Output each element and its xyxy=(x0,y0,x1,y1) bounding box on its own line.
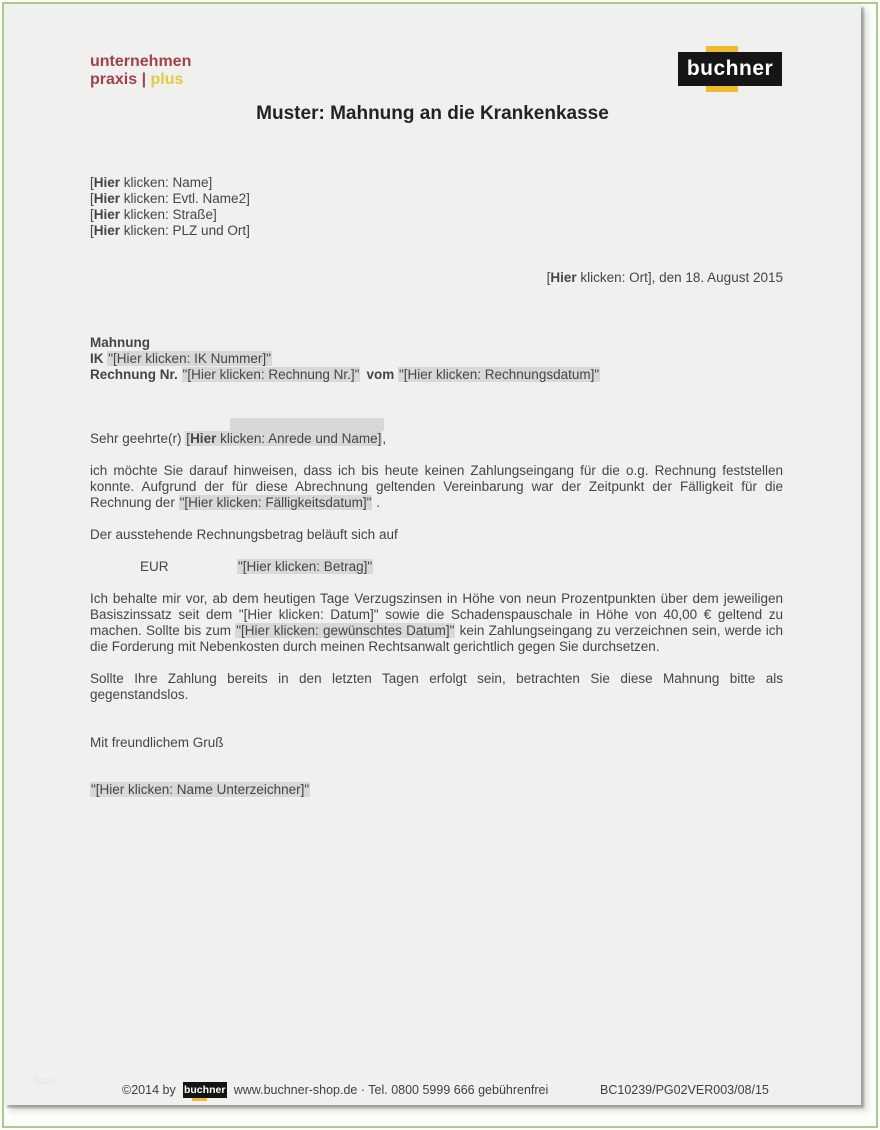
buchner-logo-box xyxy=(678,52,782,86)
amount-field[interactable]: "[Hier klicken: Betrag]" xyxy=(238,559,373,574)
invoice-date-field[interactable]: "[Hier klicken: Rechnungsdatum]" xyxy=(398,367,600,382)
footer-left xyxy=(122,1082,548,1098)
footer-document-id: BC10239/PG02VER003/08/15 xyxy=(600,1083,769,1097)
recipient-line-name[interactable]: [Hier klicken: Name] xyxy=(90,175,213,190)
ik-line: IK "[Hier klicken: IK Nummer]" xyxy=(90,351,271,366)
footer-buchner-box: buchner xyxy=(183,1084,226,1096)
buchner-logo-text: buchner xyxy=(686,57,774,80)
paragraph-disregard-note: Sollte Ihre Zahlung bereits in den letzten Tagen erfolgt sein, betrachten Sie diese Mahnung bitte als gegenstandslos. xyxy=(90,671,783,702)
subject-heading: Mahnung xyxy=(90,335,150,350)
page-footer xyxy=(4,1082,861,1102)
vom-label: vom xyxy=(366,367,395,382)
invoice-number-field[interactable]: "[Hier klicken: Rechnung Nr.]" xyxy=(182,367,360,382)
salutation-name-field[interactable]: [Hier klicken: Anrede und Name] xyxy=(186,431,382,446)
signer-name-field[interactable]: "[Hier klicken: Name Unterzeichner]" xyxy=(91,782,310,797)
footer-buchner-logo xyxy=(183,1082,227,1098)
buchner-logo xyxy=(678,52,782,86)
deadline-date-field[interactable]: "[Hier klicken: gewünschtes Datum]" xyxy=(236,623,455,638)
paragraph-payment-missing: ich möchte Sie darauf hinweisen, dass ich bis heute keinen Zahlungseingang für die o.g. Rechnung feststellen konnte. Aufgrund der für diese Abrechnung geltenden Vereinbarung war der Zeitpunkt der Fälligkeit für die Rechnung der "[Hier klicken: Fälligkeitsdatum]" . xyxy=(90,463,783,510)
currency-label: EUR xyxy=(140,559,169,574)
corner-watermark: fcco xyxy=(34,1075,55,1087)
logo-line1: unternehmen xyxy=(90,53,192,70)
recipient-line-street[interactable]: [Hier klicken: Straße] xyxy=(90,207,217,222)
paragraph-interest-warning: Ich behalte mir vor, ab dem heutigen Tage Verzugszinsen in Höhe von neun Prozentpunkten über dem jeweiligen Basiszinssatz seit dem "[Hier klicken: Datum]" sowie die Schadenspauschale in Höhe von 40,00 € geltend zu machen. Sollte bis zum "[Hier klicken: gewünschtes Datum]" kein Zahlungseingang zu verzeichnen sein, werde ich die Forderung mit Nebenkosten durch meinen Rechtsanwalt gerichtlich gegen Sie durchsetzen. xyxy=(90,591,784,654)
recipient-line-name2[interactable]: [Hier klicken: Evtl. Name2] xyxy=(90,191,250,206)
unternehmen-praxis-plus-logo xyxy=(90,53,191,89)
page-title: Muster: Mahnung an die Krankenkasse xyxy=(256,103,609,124)
signature-line xyxy=(90,782,783,798)
interest-date-field[interactable]: "[Hier klicken: Datum]" xyxy=(238,607,379,622)
due-date-field[interactable]: "[Hier klicken: Fälligkeitsdatum]" xyxy=(179,495,372,510)
place-date-line[interactable]: [Hier klicken: Ort], den 18. August 2015 xyxy=(546,270,783,285)
recipient-line-city[interactable]: [Hier klicken: PLZ und Ort] xyxy=(90,223,250,238)
subject-block xyxy=(90,335,783,383)
ik-number-field[interactable]: "[Hier klicken: IK Nummer]" xyxy=(108,351,271,366)
footer-copyright: ©2014 by xyxy=(122,1083,176,1097)
paragraph-amount-intro: Der ausstehende Rechnungsbetrag beläuft sich auf xyxy=(90,527,398,542)
logo-line2: praxis | plus xyxy=(90,71,184,88)
amount-row xyxy=(90,559,783,575)
footer-contact: www.buchner-shop.de · Tel. 0800 5999 666 gebührenfrei xyxy=(233,1083,549,1097)
recipient-address-block xyxy=(90,175,783,239)
invoice-line: Rechnung Nr. "[Hier klicken: Rechnung Nr.]" vom "[Hier klicken: Rechnungsdatum]" xyxy=(90,367,600,382)
salutation-line: Sehr geehrte(r) [Hier klicken: Anrede und Name], xyxy=(90,431,387,446)
logo-plus-text: plus xyxy=(146,71,184,88)
preview-frame xyxy=(2,2,878,1128)
document-page xyxy=(4,4,861,1105)
closing-greeting: Mit freundlichem Gruß xyxy=(90,735,224,750)
